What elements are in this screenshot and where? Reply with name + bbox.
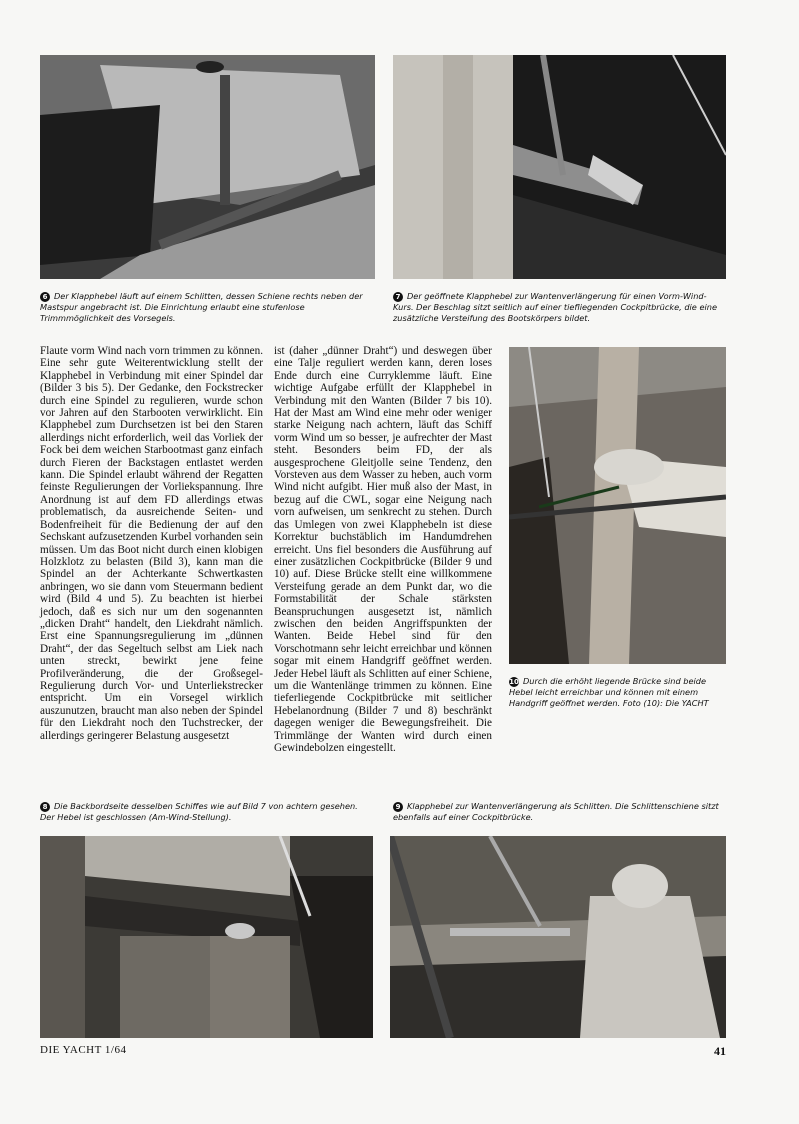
caption-6 [40, 291, 375, 323]
photo-8 [40, 836, 373, 1038]
caption-text: Der geöffnete Klapphebel zur Wantenverlängerung für einen Vorm-Wind-Kurs. Der Beschlag sitzt seitlich auf einer tiefliegenden Cockpitbrücke, die eine zusätzliche Versteifung des Bootskörpers bildet. [393, 291, 717, 323]
caption-text: Die Backbordseite desselben Schiffes wie auf Bild 7 von achtern gesehen. Der Hebel ist geschlossen (Am-Wind-Stellung). [40, 801, 358, 822]
footer-publication: DIE YACHT 1/64 [40, 1044, 127, 1056]
caption-9 [393, 801, 726, 823]
figure-number: 6 [40, 292, 50, 302]
caption-10 [509, 676, 726, 708]
caption-text: Der Klapphebel läuft auf einem Schlitten, dessen Schiene rechts neben der Mastspur angebracht ist. Die Einrichtung erlaubt eine stufenlose Trimmmöglichkeit des Vorsegels. [40, 291, 363, 323]
photo-6 [40, 55, 375, 279]
caption-8 [40, 801, 373, 823]
caption-7 [393, 291, 726, 323]
photo-9 [390, 836, 726, 1038]
body-column-2 [274, 345, 492, 754]
figure-number: 7 [393, 292, 403, 302]
photo-10 [509, 347, 726, 664]
photo-7 [393, 55, 726, 279]
figure-number: 9 [393, 802, 403, 812]
footer-page-number: 41 [714, 1044, 726, 1058]
caption-text: Klapphebel zur Wantenverlängerung als Schlitten. Die Schlittenschiene sitzt ebenfalls auf einer Cockpitbrücke. [393, 801, 719, 822]
column-text: Flaute vorm Wind nach vorn trimmen zu können. Eine sehr gute Weiterentwicklung stellt der Klapphebel in Verbindung mit einer Spindel dar (Bilder 3 bis 5). Der Gedanke, den Fockstrecker durch eine Spindel zu regulieren, wurde schon vor Jahren auf den Starbooten verwirklicht. Ein Klapphebel zum Durchsetzen ist bei den Staren allerdings nicht erforderlich, weil das Vorliek der Fock bei dem weichen Starbootmast ganz einfach durch Fieren der Backstagen entlastet werden kann. Die Spindel erlaubt während der Regatten feinste Regulierungen der Vorliekspannung. Ihre Anordnung ist auf dem FD allerdings etwas problematisch, da ausreichende Seiten- und Bodenfreiheit für die Bedienung der auf den Sechskant aufzusetzenden Kurbel vorhanden sein müssen. Um das Boot nicht durch einen klobigen Holzklotz zu belasten (Bild 3), kann man die Spindel an der Achterkante Schwertkasten anbringen, wo sie dann vom Steuermann bedient wird (Bild 4 und 5). Zu beachten ist hierbei jedoch, daß es sich nur um den sogenannten „dicken Draht“ handelt, den Liekdraht nämlich. Erst eine Spannungsregulierung im „dünnen Draht“, der das Segeltuch selbst am Liek nach unten streckt, bewirkt jene feine Profilveränderung, die der Großsegel-Regulierung durch Vor- und Unterliekstrecker entspricht. Um ein Vorsegel wirklich auszunutzen, braucht man also neben der Spindel für den Liekdraht noch den Tuchstrecker, der allerdings geringerer Belastung ausgesetzt [40, 345, 263, 742]
column-text: ist (daher „dünner Draht“) und deswegen über eine Talje reguliert werden kann, deren loses Ende durch eine Curryklemme läuft. Eine wichtige Aufgabe erfüllt der Klapphebel in Verbindung mit den Wanten (Bilder 7 bis 10). Hat der Mast am Wind eine mehr oder weniger starke Neigung nach achtern, läuft das Schiff vorm Wind um so besser, je aufrechter der Mast steht. Besonders beim FD, der als ausgesprochene Gleitjolle seine Tendenz, den Vorsteven aus dem Wasser zu heben, auch vorm Wind nicht aufgibt. Hier muß also der Mast, in bezug auf die CWL, sogar eine Neigung nach vorn aufweisen, um senkrecht zu stehen. Durch das Umlegen von zwei Klapphebeln ist diese Korrektur buchstäblich im Handumdrehen erreicht. Uns fiel besonders die Ausführung auf einer zusätzlichen Cockpitbrücke (Bilder 9 und 10) auf. Diese Brücke stellt eine willkommene Versteifung gerade an dem Punkt dar, wo die Formstabilität der Schale stärksten Beanspruchungen ausgesetzt ist, nämlich zwischen den beiden Angriffspunkten der Wanten. Beide Hebel sind für den Vorschotmann sehr leicht erreichbar und können sogar mit einem Handgriff geöffnet werden. Jeder Hebel läuft als Schlitten auf einer Schiene, um die Wantenlänge trimmen zu können. Eine tieferliegende Cockpitbrücke mit seitlicher Hebelanordnung (Bilder 7 und 8) beschränkt dagegen weniger die Bewegungsfreiheit. Die Trimmlänge der Wanten wird durch einen Gewindebolzen eingestellt. [274, 345, 492, 754]
figure-number: 10 [509, 678, 519, 686]
body-column-1 [40, 345, 263, 742]
figure-number: 8 [40, 802, 50, 812]
caption-text: Durch die erhöht liegende Brücke sind beide Hebel leicht erreichbar und können mit einem Handgriff geöffnet werden. Foto (10): Die YACHT [509, 676, 709, 708]
